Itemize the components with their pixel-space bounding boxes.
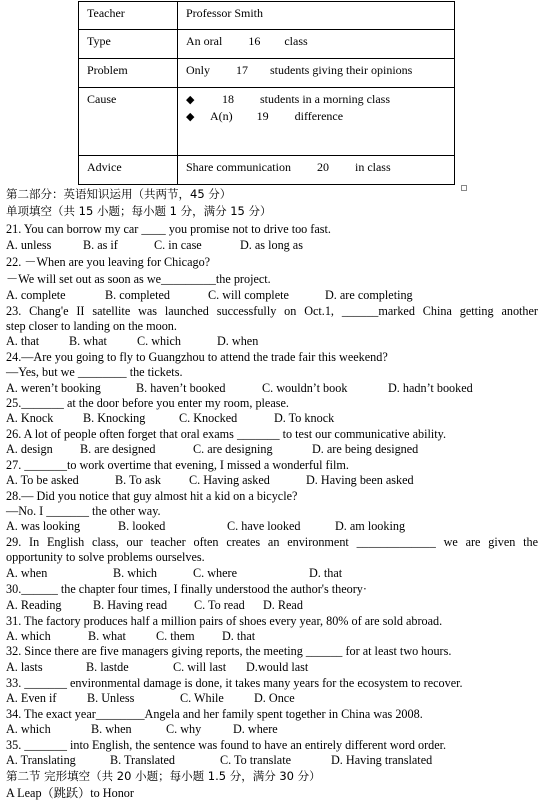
blank-number: 18 [222, 92, 234, 106]
option: A. when [6, 566, 48, 580]
cell-text: Only [186, 63, 210, 77]
option: B. lastde [86, 660, 129, 674]
question-text: —No. I _______ the other way. [6, 504, 161, 518]
option: A. Reading [6, 598, 62, 612]
blank-number: 19 [256, 109, 269, 123]
row-value [178, 30, 455, 59]
option: D. are being designed [312, 442, 419, 456]
question-options [6, 472, 538, 488]
option: B. Unless [87, 691, 135, 705]
option: D. that [309, 566, 343, 580]
table-row [79, 156, 455, 185]
question-options [6, 565, 538, 581]
option: C. will complete [208, 288, 289, 302]
option: C. will last [173, 660, 227, 674]
question-text: 33. _______ environmental damage is done, it takes many years for the ecosystem to recover. [6, 676, 463, 690]
option: A. Knock [6, 411, 54, 425]
question-text: 31. The factory produces half a million pairs of shoes every year, 80% of are sold abroad. [6, 614, 443, 628]
cell-text: class [284, 34, 308, 48]
option: B. when [91, 722, 132, 736]
diamond-bullet-icon: ◆ [186, 94, 195, 106]
question-text: 30.______ the chapter four times, I finally understood the author's theory· [6, 582, 367, 596]
option: D. when [217, 334, 259, 348]
table-row [79, 88, 455, 156]
blank-number: 17 [236, 63, 248, 77]
option: D. hadn’t booked [388, 381, 473, 395]
option: C. Knocked [179, 411, 238, 425]
question-options [6, 380, 538, 396]
row-label: Problem [79, 59, 178, 88]
option: A. that [6, 334, 40, 348]
option: C. To translate [220, 753, 292, 767]
option: C. why [166, 722, 202, 736]
question-text: 26. A lot of people often forget that oral exams _______ to test our communicative ability. [6, 427, 447, 441]
option: B. To ask [115, 473, 161, 487]
option: B. as if [83, 238, 118, 252]
row-value [178, 88, 455, 156]
option: B. what [88, 629, 126, 643]
blank-number: 16 [248, 34, 261, 48]
question-text: －We will set out as soon as we_________the project. [6, 272, 271, 286]
question-text: 35. _______ into English, the sentence was found to have an entirely different word order. [6, 738, 447, 752]
option: D. Read [263, 598, 303, 612]
question-text: 27. _______to work overtime that evening, I missed a wonderful film. [6, 458, 349, 472]
option: A. which [6, 629, 51, 643]
question-options [6, 752, 538, 768]
option: A. was looking [6, 519, 81, 533]
cell-text: difference [294, 109, 344, 123]
option: A. Even if [6, 691, 57, 705]
section-subheading: 第二节 完形填空（共 20 小题；每小题 1.5 分，满分 30 分） [6, 769, 321, 783]
option: C. To read [194, 598, 245, 612]
question-text: 34. The exact year________Angela and her family spent together in China was 2008. [6, 707, 423, 721]
cell-text: students in a morning class [260, 92, 390, 106]
row-label: Advice [79, 156, 178, 185]
question-text: 22. －When are you leaving for Chicago? [6, 255, 211, 269]
table-row [79, 2, 455, 30]
cell-text: in class [354, 160, 391, 174]
option: C. are designing [193, 442, 273, 456]
diamond-bullet-icon: ◆ [186, 111, 195, 123]
option: B. are designed [80, 442, 156, 456]
cell-text: students giving their opinions [270, 63, 413, 77]
option: B. haven’t booked [136, 381, 226, 395]
question-text: 28.— Did you notice that guy almost hit a kid on a bicycle? [6, 489, 298, 503]
option: D. Having been asked [306, 473, 414, 487]
question-options [6, 333, 538, 349]
option: D. Having translated [331, 753, 433, 767]
option: C. them [156, 629, 195, 643]
option: A. unless [6, 238, 52, 252]
option: D. where [233, 722, 278, 736]
option: C. in case [154, 238, 202, 252]
question-options [6, 410, 538, 426]
question-text: 21. You can borrow my car ____ you promise not to drive too fast. [6, 222, 331, 236]
option: D.would last [246, 660, 309, 674]
option: B. what [69, 334, 107, 348]
option: A. design [6, 442, 53, 456]
option: D. are completing [325, 288, 413, 302]
cell-text: A(n) [210, 109, 233, 123]
row-value [178, 59, 455, 88]
question-text: 23. Chang'e II satellite was launched successfully on Oct.1, ______marked China getting another [6, 304, 538, 318]
question-text: 25._______ at the door before you enter my room, please. [6, 396, 289, 410]
blank-number: 20 [316, 160, 329, 174]
question-options [6, 441, 538, 457]
row-label: Cause [79, 88, 178, 156]
option: A. Translating [6, 753, 76, 767]
option: D. as long as [240, 238, 303, 252]
option: A. weren’t booking [6, 381, 101, 395]
question-text: 32. Since there are five managers giving reports, the meeting ______ for at least two hours. [6, 644, 452, 658]
row-value [178, 156, 455, 185]
section-subheading: 单项填空（共 15 小题；每小题 1 分，满分 15 分） [6, 204, 272, 218]
option: B. Having read [93, 598, 168, 612]
option: B. Translated [110, 753, 176, 767]
option: A. complete [6, 288, 66, 302]
info-table [78, 1, 455, 185]
cell-text: Professor Smith [186, 6, 264, 20]
option: B. which [113, 566, 158, 580]
question-text: opportunity to solve problems ourselves. [6, 550, 205, 564]
option: D. am looking [335, 519, 406, 533]
option: A. lasts [6, 660, 43, 674]
option: C. While [180, 691, 224, 705]
row-label: Type [79, 30, 178, 59]
option: C. Having asked [189, 473, 270, 487]
question-options [6, 597, 538, 613]
cell-text: Share communication [186, 160, 291, 174]
option: D. that [222, 629, 256, 643]
question-options [6, 518, 538, 534]
question-options [6, 721, 538, 737]
question-text: 24.—Are you going to fly to Guangzhou to attend the trade fair this weekend? [6, 350, 388, 364]
question-options [6, 237, 538, 253]
option: C. where [193, 566, 237, 580]
cause-bullet [186, 91, 448, 108]
question-text: —Yes, but we ________ the tickets. [6, 365, 183, 379]
table-row [79, 59, 455, 88]
option: C. have looked [227, 519, 301, 533]
table-row [79, 30, 455, 59]
question-options [6, 628, 538, 644]
option: B. Knocking [83, 411, 146, 425]
section-heading: 第二部分：英语知识运用（共两节，45 分） [6, 187, 232, 201]
question-options [6, 287, 538, 303]
passage-title: A Leap（跳跃）to Honor [6, 786, 134, 800]
option: D. To knock [274, 411, 335, 425]
row-label: Teacher [79, 2, 178, 30]
question-text: step closer to landing on the moon. [6, 319, 177, 333]
option: D. Once [254, 691, 295, 705]
option: B. completed [105, 288, 170, 302]
option: A. To be asked [6, 473, 79, 487]
question-options [6, 659, 538, 675]
row-value [178, 2, 455, 30]
option: A. which [6, 722, 51, 736]
option: C. which [137, 334, 182, 348]
cause-bullet [186, 108, 448, 125]
option: C. wouldn’t book [262, 381, 348, 395]
option: B. looked [118, 519, 166, 533]
question-text: 29. In English class, our teacher often creates an environment _____________ we are given the [6, 535, 538, 549]
cell-text: An oral [186, 34, 223, 48]
question-options [6, 690, 538, 706]
